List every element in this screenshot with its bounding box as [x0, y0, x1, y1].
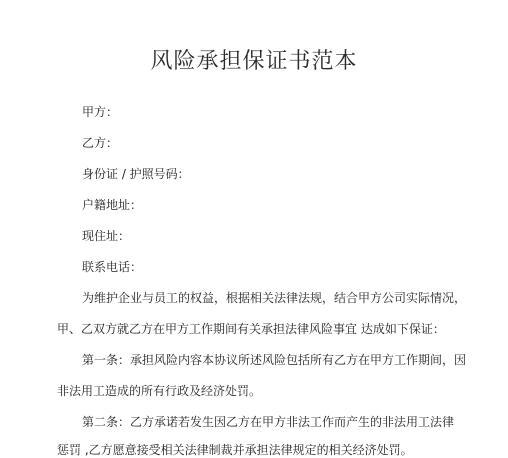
intro-line-2: 甲、乙双方就乙方在甲方工作期间有关承担法律风险事宜 达成如下保证： — [57, 322, 445, 336]
document-title: 风险承担保证书范本 — [150, 49, 358, 74]
article-1-line-2: 非法用工造成的所有行政及经济处罚。 — [57, 384, 262, 398]
party-b-field: 乙方： — [82, 136, 119, 150]
article-2-line-2: 惩罚 ,乙方愿意接受相关法律制裁并承担法律规定的相关经济处罚。 — [57, 443, 413, 457]
registered-address-field: 户籍地址： — [82, 198, 143, 212]
party-a-field: 甲方： — [82, 105, 119, 119]
current-address-field: 现住址： — [82, 229, 131, 243]
article-2-line-1: 第二条：乙方承诺若发生因乙方在甲方非法工作而产生的非法用工法律 — [82, 415, 455, 429]
id-passport-field: 身份证 / 护照号码： — [82, 167, 190, 181]
contact-phone-field: 联系电话： — [82, 260, 143, 274]
intro-line-1: 为维护企业与员工的权益，根据相关法律法规，结合甲方公司实际情况， — [82, 291, 467, 305]
article-1-line-1: 第一条：承担风险内容本协议所述风险包括所有乙方在甲方工作期间，因 — [82, 353, 467, 367]
